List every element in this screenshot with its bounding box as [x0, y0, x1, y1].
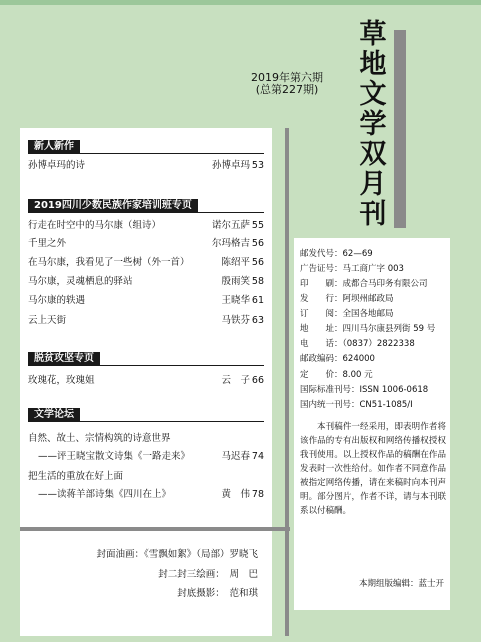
inside-cover-credit: 封二封三绘画： 周 巴: [158, 569, 258, 580]
entry-title: 孙博卓玛的诗: [28, 160, 86, 171]
info-row: 国内统一刊号：CN51-1085/I: [300, 400, 413, 410]
info-row: 地 址：四川马尔康县列街 59 号: [300, 324, 436, 334]
entry-author: 王晓华: [221, 295, 250, 306]
section-rule: [28, 212, 264, 213]
cover-painting-credit: 封面油画：《雪飘如絮》（局部）罗晓飞: [96, 549, 258, 560]
section-heading: 文学论坛: [28, 408, 80, 422]
vertical-divider: [285, 128, 289, 636]
entry-title: 在马尔康，我看见了一些树（外一首）: [28, 257, 190, 268]
toc-entry[interactable]: [28, 314, 264, 328]
horizontal-divider: [20, 527, 290, 531]
entry-page: 58: [251, 276, 264, 287]
issue-total: (总第227期): [255, 83, 319, 96]
entry-author: 尔玛格吉: [211, 238, 250, 249]
entry-title: ——读蒋羊部诗集《四川在上》: [38, 489, 172, 500]
toc-entry[interactable]: [28, 275, 264, 289]
entry-author: 诺尔五萨: [211, 220, 250, 231]
info-row: 邮发代号：62—69: [300, 249, 373, 259]
toc-entry[interactable]: [28, 219, 264, 233]
entry-title: 把生活的重放在好上面: [28, 471, 124, 482]
section-heading: 脱贫攻坚专页: [28, 352, 100, 366]
entry-author: 马铁芬: [221, 315, 250, 326]
entry-page: 63: [251, 315, 264, 326]
entry-author: 陈绍平: [221, 257, 250, 268]
title-char: 刊: [359, 199, 387, 230]
top-color-strip: [0, 0, 481, 5]
section-heading: 新人新作: [28, 140, 80, 154]
entry-author: 黄 伟: [221, 489, 250, 500]
toc-entry[interactable]: [28, 294, 264, 308]
entry-page: 78: [251, 489, 264, 500]
toc-entry[interactable]: [28, 237, 264, 251]
layout-editor: 本期组版编辑：蓝士开: [358, 579, 444, 589]
title-side-bar: [394, 30, 406, 228]
title-char: 文: [359, 79, 387, 110]
copyright-notice: 本刊稿件一经采用，即表明作者将该作品的专有出版权和网络传播权授权我刊使用。以上授权作品的稿酬在作品发表时一次性给付。如作者不同意作品被指定网络传播，请在来稿时向本刊声明。部分图片，作者不详，请与本刊联系以付稿酬。: [300, 422, 446, 516]
entry-author: 云 子: [221, 375, 250, 386]
issue-number: [232, 72, 342, 96]
title-char: 双: [359, 139, 387, 170]
info-row: 广告证号：马工商广字 003: [300, 264, 404, 274]
entry-title: 云上天街: [28, 315, 67, 326]
section-rule: [28, 153, 264, 154]
title-char: 地: [359, 49, 387, 80]
toc-entry[interactable]: [28, 374, 264, 388]
entry-page: 53: [251, 160, 264, 171]
toc-entry[interactable]: [28, 256, 264, 270]
entry-page: 56: [251, 257, 264, 268]
issue-line: 2019年第六期: [251, 71, 323, 84]
section-heading: 2019四川少数民族作家培训班专页: [28, 199, 198, 213]
section-rule: [28, 365, 264, 366]
info-row: 印 刷：成都合马印务有限公司: [300, 279, 428, 289]
entry-title: 马尔康，灵魂栖息的驿站: [28, 276, 133, 287]
magazine-title: [358, 20, 388, 230]
toc-entry[interactable]: [28, 470, 264, 484]
toc-entry[interactable]: [28, 159, 264, 173]
info-row: 邮政编码：624000: [300, 354, 375, 364]
entry-author: 孙博卓玛: [211, 160, 250, 171]
table-of-contents: [20, 128, 272, 636]
entry-page: 55: [251, 220, 264, 231]
entry-title: 玫瑰花，玫瑰姐: [28, 375, 95, 386]
info-row: 定 价：8.00 元: [300, 370, 373, 380]
entry-title: 行走在时空中的马尔康（组诗）: [28, 220, 162, 231]
entry-page: 66: [251, 375, 264, 386]
info-row: 国际标准刊号：ISSN 1006-0618: [300, 385, 429, 395]
entry-page: 56: [251, 238, 264, 249]
toc-entry[interactable]: [28, 432, 264, 446]
entry-page: 74: [251, 451, 264, 462]
info-row: 电 话：（0837）2822338: [300, 339, 415, 349]
section-rule: [28, 421, 264, 422]
title-char: 学: [359, 109, 387, 140]
back-cover-credit: 封底摄影： 范和琪: [177, 588, 258, 599]
title-char: 草: [359, 19, 387, 50]
entry-author: 马迟春: [221, 451, 250, 462]
toc-entry[interactable]: [28, 488, 264, 502]
entry-title: 自然、故土、宗情构筑的诗意世界: [28, 433, 171, 444]
title-char: 月: [359, 169, 387, 200]
info-row: 订 阅：全国各地邮局: [300, 309, 394, 319]
info-row: 发 行：阿坝州邮政局: [300, 294, 394, 304]
entry-title: 千里之外: [28, 238, 67, 249]
publication-info: [294, 238, 450, 610]
entry-author: 殷雨笑: [221, 276, 250, 287]
entry-page: 61: [251, 295, 264, 306]
entry-title: ——评王晓宝散文诗集《一路走来》: [38, 451, 191, 462]
toc-entry[interactable]: [28, 450, 264, 464]
entry-title: 马尔康的轶遇: [28, 295, 86, 306]
